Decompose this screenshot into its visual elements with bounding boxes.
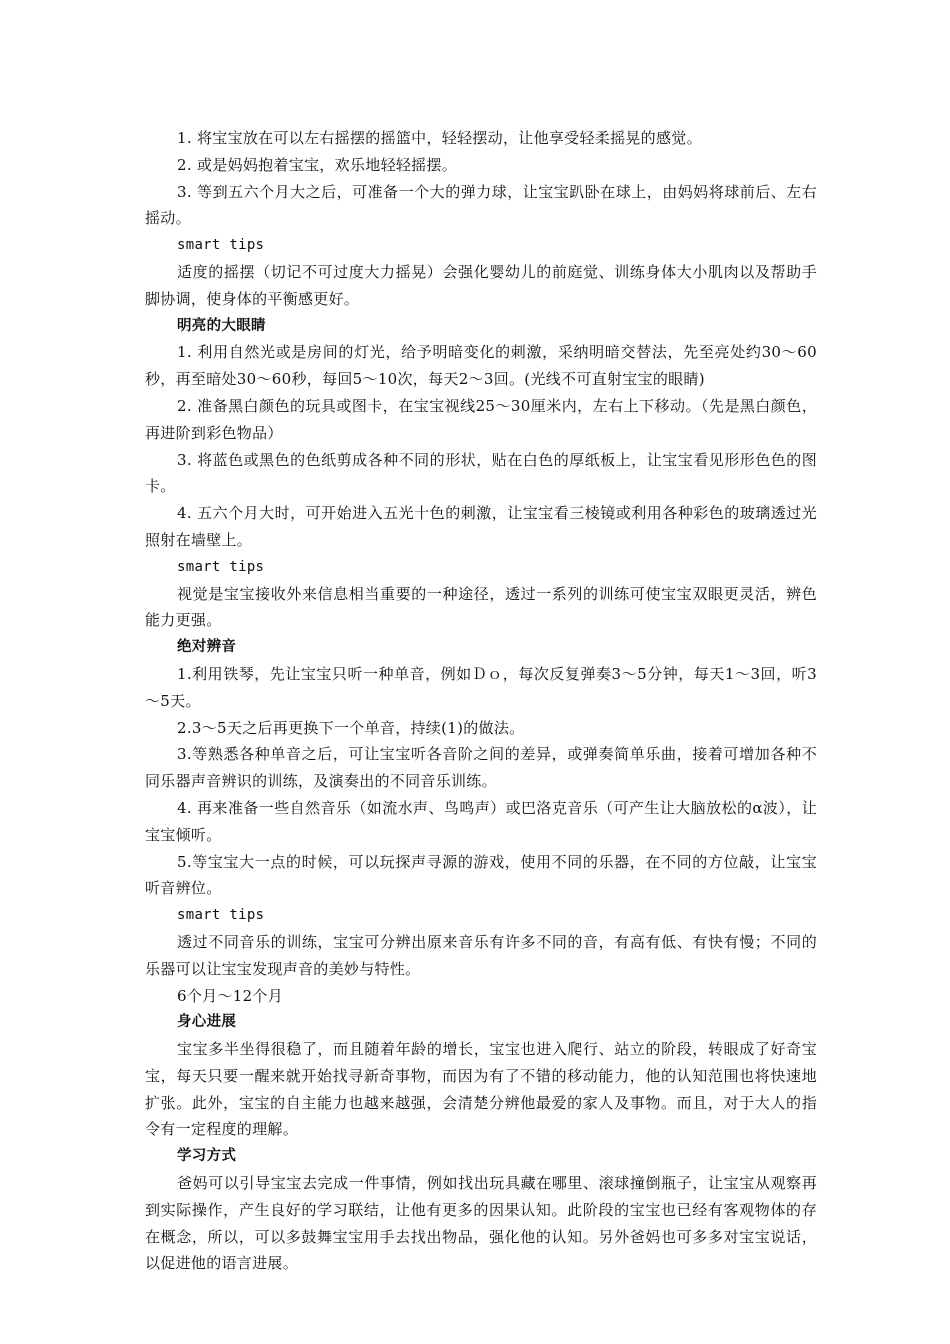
paragraph-sway-1: 1. 将宝宝放在可以左右摇摆的摇篮中，轻轻摆动，让他享受轻柔摇晃的感觉。 bbox=[177, 129, 702, 147]
smart-tips-label-3: smart tips bbox=[177, 907, 265, 924]
paragraph-sway-2: 2. 或是妈妈抱着宝宝，欢乐地轻轻摇摆。 bbox=[177, 155, 458, 174]
paragraph-sway-3: 3. 等到五六个月大之后，可准备一个大的弹力球，让宝宝趴卧在球上，由妈妈将球前后、左右摇动。 bbox=[145, 182, 817, 228]
paragraph-sound-4: 4. 再来准备一些自然音乐（如流水声、鸟鸣声）或巴洛克音乐（可产生让大脑放松的α波），让宝宝倾听。 bbox=[145, 798, 817, 844]
age-range-heading: 6个月～12个月 bbox=[177, 986, 284, 1005]
smart-tips-text-2: 视觉是宝宝接收外来信息相当重要的一种途径，透过一系列的训练可使宝宝双眼更灵活，辨色能力更强。 bbox=[145, 584, 817, 630]
heading-learning: 学习方式 bbox=[177, 1148, 237, 1165]
paragraph-eyes-4: 4. 五六个月大时，可开始进入五光十色的刺激，让宝宝看三棱镜或利用各种彩色的玻璃透过光照射在墙壁上。 bbox=[145, 504, 817, 549]
paragraph-eyes-1: 1. 利用自然光或是房间的灯光，给予明暗变化的刺激，采纳明暗交替法，先至亮处约30～60秒，再至暗处30～60秒，每回5～10次，每天2～3回。(光线不可直射宝宝的眼睛) bbox=[145, 343, 817, 389]
smart-tips-text-3: 透过不同音乐的训练，宝宝可分辨出原来音乐有许多不同的音，有高有低、有快有慢；不同的乐器可以让宝宝发现声音的美妙与特性。 bbox=[145, 932, 817, 978]
document-page bbox=[145, 125, 817, 1277]
paragraph-development: 宝宝多半坐得很稳了，而且随着年龄的增长，宝宝也进入爬行、站立的阶段，转眼成了好奇宝宝，每天只要一醒来就开始找寻新奇事物，而因为有了不错的移动能力，他的认知范围也将快速地扩张。此外，宝宝的自主能力也越来越强，会清楚分辨他最爱的家人及事物。而且，对于大人的指令有一定程度的理解。 bbox=[145, 1040, 817, 1139]
heading-development: 身心进展 bbox=[177, 1014, 237, 1031]
paragraph-eyes-3: 3. 将蓝色或黑色的色纸剪成各种不同的形状，贴在白色的厚纸板上，让宝宝看见形形色色的图卡。 bbox=[145, 450, 817, 496]
paragraph-sound-1: 1.利用铁琴，先让宝宝只听一种单音，例如Ｄｏ，每次反复弹奏3～5分钟，每天1～3回，听3～5天。 bbox=[145, 664, 817, 710]
smart-tips-label-1: smart tips bbox=[177, 237, 265, 254]
smart-tips-label-2: smart tips bbox=[177, 558, 265, 575]
paragraph-eyes-2: 2. 准备黑白颜色的玩具或图卡，在宝宝视线25～30厘米内，左右上下移动。（先是黑白颜色，再进阶到彩色物品） bbox=[145, 396, 817, 442]
paragraph-sound-3: 3.等熟悉各种单音之后，可让宝宝听各音阶之间的差异，或弹奏简单乐曲，接着可增加各种不同乐器声音辨识的训练，及演奏出的不同音乐训练。 bbox=[145, 745, 817, 791]
paragraph-sound-5: 5.等宝宝大一点的时候，可以玩探声寻源的游戏，使用不同的乐器，在不同的方位敲，让宝宝听音辨位。 bbox=[145, 852, 817, 898]
paragraph-sound-2: 2.3～5天之后再更换下一个单音，持续(1)的做法。 bbox=[177, 718, 525, 737]
paragraph-learning: 爸妈可以引导宝宝去完成一件事情，例如找出玩具藏在哪里、滚球撞倒瓶子，让宝宝从观察再到实际操作，产生良好的学习联结，让他有更多的因果认知。此阶段的宝宝也已经有客观物体的存在概念，所以，可以多鼓舞宝宝用手去找出物品，强化他的认知。另外爸妈也可多多对宝宝说话，以促进他的语言进展。 bbox=[145, 1174, 817, 1273]
heading-bright-eyes: 明亮的大眼睛 bbox=[177, 317, 266, 334]
heading-absolute-pitch: 绝对辨音 bbox=[177, 639, 237, 656]
smart-tips-text-1: 适度的摇摆（切记不可过度大力摇晃）会强化婴幼儿的前庭觉、训练身体大小肌肉以及帮助手脚协调，使身体的平衡感更好。 bbox=[145, 262, 817, 308]
